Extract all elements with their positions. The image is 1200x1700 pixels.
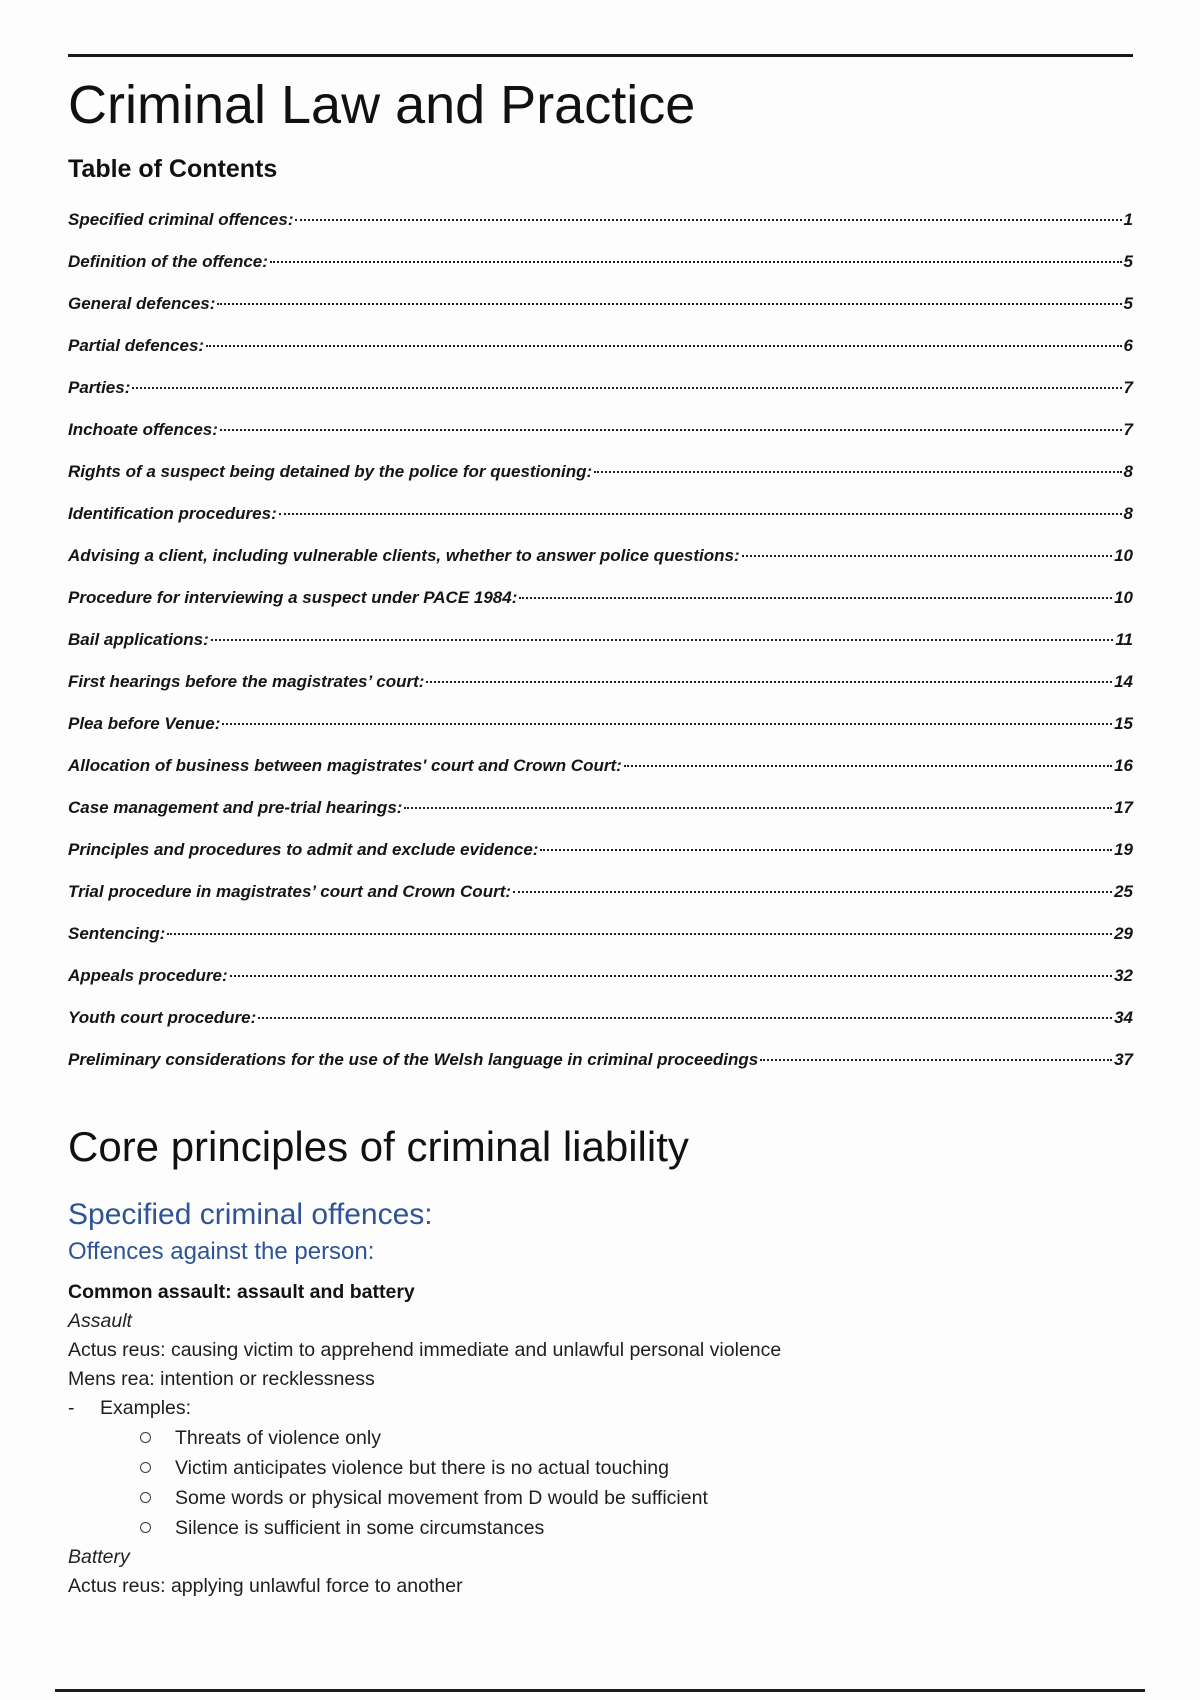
toc-page-number: 25 xyxy=(1114,882,1133,902)
toc-dot-leader xyxy=(222,723,1112,725)
example-item xyxy=(68,1423,1133,1453)
toc-entry[interactable] xyxy=(68,829,1133,871)
toc-entry-label: Rights of a suspect being detained by the police for questioning: xyxy=(68,462,593,482)
toc-entry-label: Procedure for interviewing a suspect under PACE 1984: xyxy=(68,588,518,608)
toc-dot-leader xyxy=(132,387,1121,389)
toc-entry[interactable] xyxy=(68,1039,1133,1081)
toc-page-number: 1 xyxy=(1123,210,1133,230)
toc-dot-leader xyxy=(426,681,1112,683)
toc-entry-label: Trial procedure in magistrates’ court and Crown Court: xyxy=(68,882,512,902)
assault-label: Assault xyxy=(68,1309,132,1332)
toc-dot-leader xyxy=(760,1059,1112,1061)
toc-heading: Table of Contents xyxy=(68,155,278,184)
battery-actus-reus-text: Actus reus: applying unlawful force to another xyxy=(68,1574,463,1597)
document-title: Criminal Law and Practice xyxy=(68,75,696,135)
toc-entry-label: Advising a client, including vulnerable clients, whether to answer police questions: xyxy=(68,546,740,566)
toc-entry[interactable] xyxy=(68,493,1133,535)
toc-entry-label: Sentencing: xyxy=(68,924,166,944)
toc-entry-label: Youth court procedure: xyxy=(68,1008,257,1028)
toc-entry-label: Plea before Venue: xyxy=(68,714,221,734)
example-item-text: Silence is sufficient in some circumstances xyxy=(175,1516,545,1539)
topic-heading: Common assault: assault and battery xyxy=(68,1280,415,1303)
toc-entry-label: Appeals procedure: xyxy=(68,966,228,986)
toc-dot-leader xyxy=(594,471,1121,473)
toc-page-number: 8 xyxy=(1123,504,1133,524)
examples-label: Examples: xyxy=(100,1396,192,1419)
toc-entry[interactable] xyxy=(68,787,1133,829)
toc-page-number: 8 xyxy=(1123,462,1133,482)
toc-entry-label: Partial defences: xyxy=(68,336,205,356)
subsection-heading: Specified criminal offences: xyxy=(68,1197,433,1231)
toc-entry-label: First hearings before the magistrates’ court: xyxy=(68,672,425,692)
toc-entry-label: Case management and pre-trial hearings: xyxy=(68,798,403,818)
toc-entry[interactable] xyxy=(68,283,1133,325)
toc-page-number: 32 xyxy=(1114,966,1133,986)
toc-list xyxy=(68,199,1133,1081)
circle-bullet-icon xyxy=(140,1522,151,1533)
example-item xyxy=(68,1483,1133,1513)
example-item-text: Victim anticipates violence but there is no actual touching xyxy=(175,1456,669,1479)
assault-mens-rea-text: Mens rea: intention or recklessness xyxy=(68,1367,375,1390)
toc-page-number: 19 xyxy=(1114,840,1133,860)
toc-dot-leader xyxy=(295,219,1121,221)
toc-page-number: 14 xyxy=(1114,672,1133,692)
toc-entry-label: Parties: xyxy=(68,378,131,398)
example-item xyxy=(68,1453,1133,1483)
dash-bullet-icon: - xyxy=(68,1396,75,1419)
section-heading: Core principles of criminal liability xyxy=(68,1123,689,1171)
toc-entry-label: Definition of the offence: xyxy=(68,252,268,272)
toc-dot-leader xyxy=(513,891,1112,893)
toc-entry-label: General defences: xyxy=(68,294,216,314)
toc-page-number: 34 xyxy=(1114,1008,1133,1028)
toc-page-number: 10 xyxy=(1114,588,1133,608)
toc-page-number: 7 xyxy=(1123,378,1133,398)
toc-entry[interactable] xyxy=(68,661,1133,703)
circle-bullet-icon xyxy=(140,1462,151,1473)
toc-entry[interactable] xyxy=(68,871,1133,913)
toc-page-number: 7 xyxy=(1123,420,1133,440)
toc-page-number: 37 xyxy=(1114,1050,1133,1070)
toc-entry[interactable] xyxy=(68,745,1133,787)
toc-dot-leader xyxy=(211,639,1114,641)
toc-page-number: 5 xyxy=(1123,252,1133,272)
toc-entry-label: Principles and procedures to admit and exclude evidence: xyxy=(68,840,539,860)
example-item-text: Threats of violence only xyxy=(175,1426,381,1449)
examples-list xyxy=(68,1423,1133,1543)
toc-entry[interactable] xyxy=(68,535,1133,577)
toc-entry[interactable] xyxy=(68,367,1133,409)
toc-dot-leader xyxy=(217,303,1121,305)
toc-entry-label: Identification procedures: xyxy=(68,504,277,524)
toc-page-number: 11 xyxy=(1115,630,1133,650)
examples-bullet-row xyxy=(68,1394,1133,1423)
toc-entry-label: Specified criminal offences: xyxy=(68,210,294,230)
assault-actus-reus-text: Actus reus: causing victim to apprehend immediate and unlawful personal violence xyxy=(68,1338,782,1361)
battery-label: Battery xyxy=(68,1545,130,1568)
toc-dot-leader xyxy=(230,975,1112,977)
toc-page-number: 29 xyxy=(1114,924,1133,944)
toc-page-number: 17 xyxy=(1114,798,1133,818)
toc-entry[interactable] xyxy=(68,241,1133,283)
toc-dot-leader xyxy=(270,261,1122,263)
toc-entry-label: Bail applications: xyxy=(68,630,209,650)
toc-entry[interactable] xyxy=(68,325,1133,367)
toc-page-number: 6 xyxy=(1123,336,1133,356)
toc-entry[interactable] xyxy=(68,955,1133,997)
circle-bullet-icon xyxy=(140,1492,151,1503)
toc-entry[interactable] xyxy=(68,619,1133,661)
toc-entry[interactable] xyxy=(68,409,1133,451)
top-horizontal-rule xyxy=(68,54,1133,57)
toc-page-number: 16 xyxy=(1114,756,1133,776)
toc-entry[interactable] xyxy=(68,913,1133,955)
toc-dot-leader xyxy=(206,345,1121,347)
toc-entry[interactable] xyxy=(68,199,1133,241)
toc-page-number: 5 xyxy=(1123,294,1133,314)
toc-entry[interactable] xyxy=(68,577,1133,619)
toc-entry[interactable] xyxy=(68,997,1133,1039)
toc-dot-leader xyxy=(519,597,1112,599)
toc-dot-leader xyxy=(404,807,1112,809)
toc-entry-label: Inchoate offences: xyxy=(68,420,218,440)
toc-dot-leader xyxy=(624,765,1112,767)
example-item-text: Some words or physical movement from D would be sufficient xyxy=(175,1486,708,1509)
toc-dot-leader xyxy=(220,429,1122,431)
toc-entry-label: Allocation of business between magistrates' court and Crown Court: xyxy=(68,756,622,776)
bottom-horizontal-rule xyxy=(55,1689,1145,1692)
toc-page-number: 15 xyxy=(1114,714,1133,734)
toc-dot-leader xyxy=(167,933,1112,935)
toc-dot-leader xyxy=(540,849,1112,851)
circle-bullet-icon xyxy=(140,1432,151,1443)
toc-page-number: 10 xyxy=(1114,546,1133,566)
example-item xyxy=(68,1513,1133,1543)
toc-dot-leader xyxy=(279,513,1122,515)
toc-entry[interactable] xyxy=(68,451,1133,493)
toc-dot-leader xyxy=(258,1017,1112,1019)
subsubsection-heading: Offences against the person: xyxy=(68,1237,375,1265)
toc-dot-leader xyxy=(742,555,1112,557)
toc-entry[interactable] xyxy=(68,703,1133,745)
toc-entry-label: Preliminary considerations for the use of the Welsh language in criminal proceedings xyxy=(68,1050,759,1070)
